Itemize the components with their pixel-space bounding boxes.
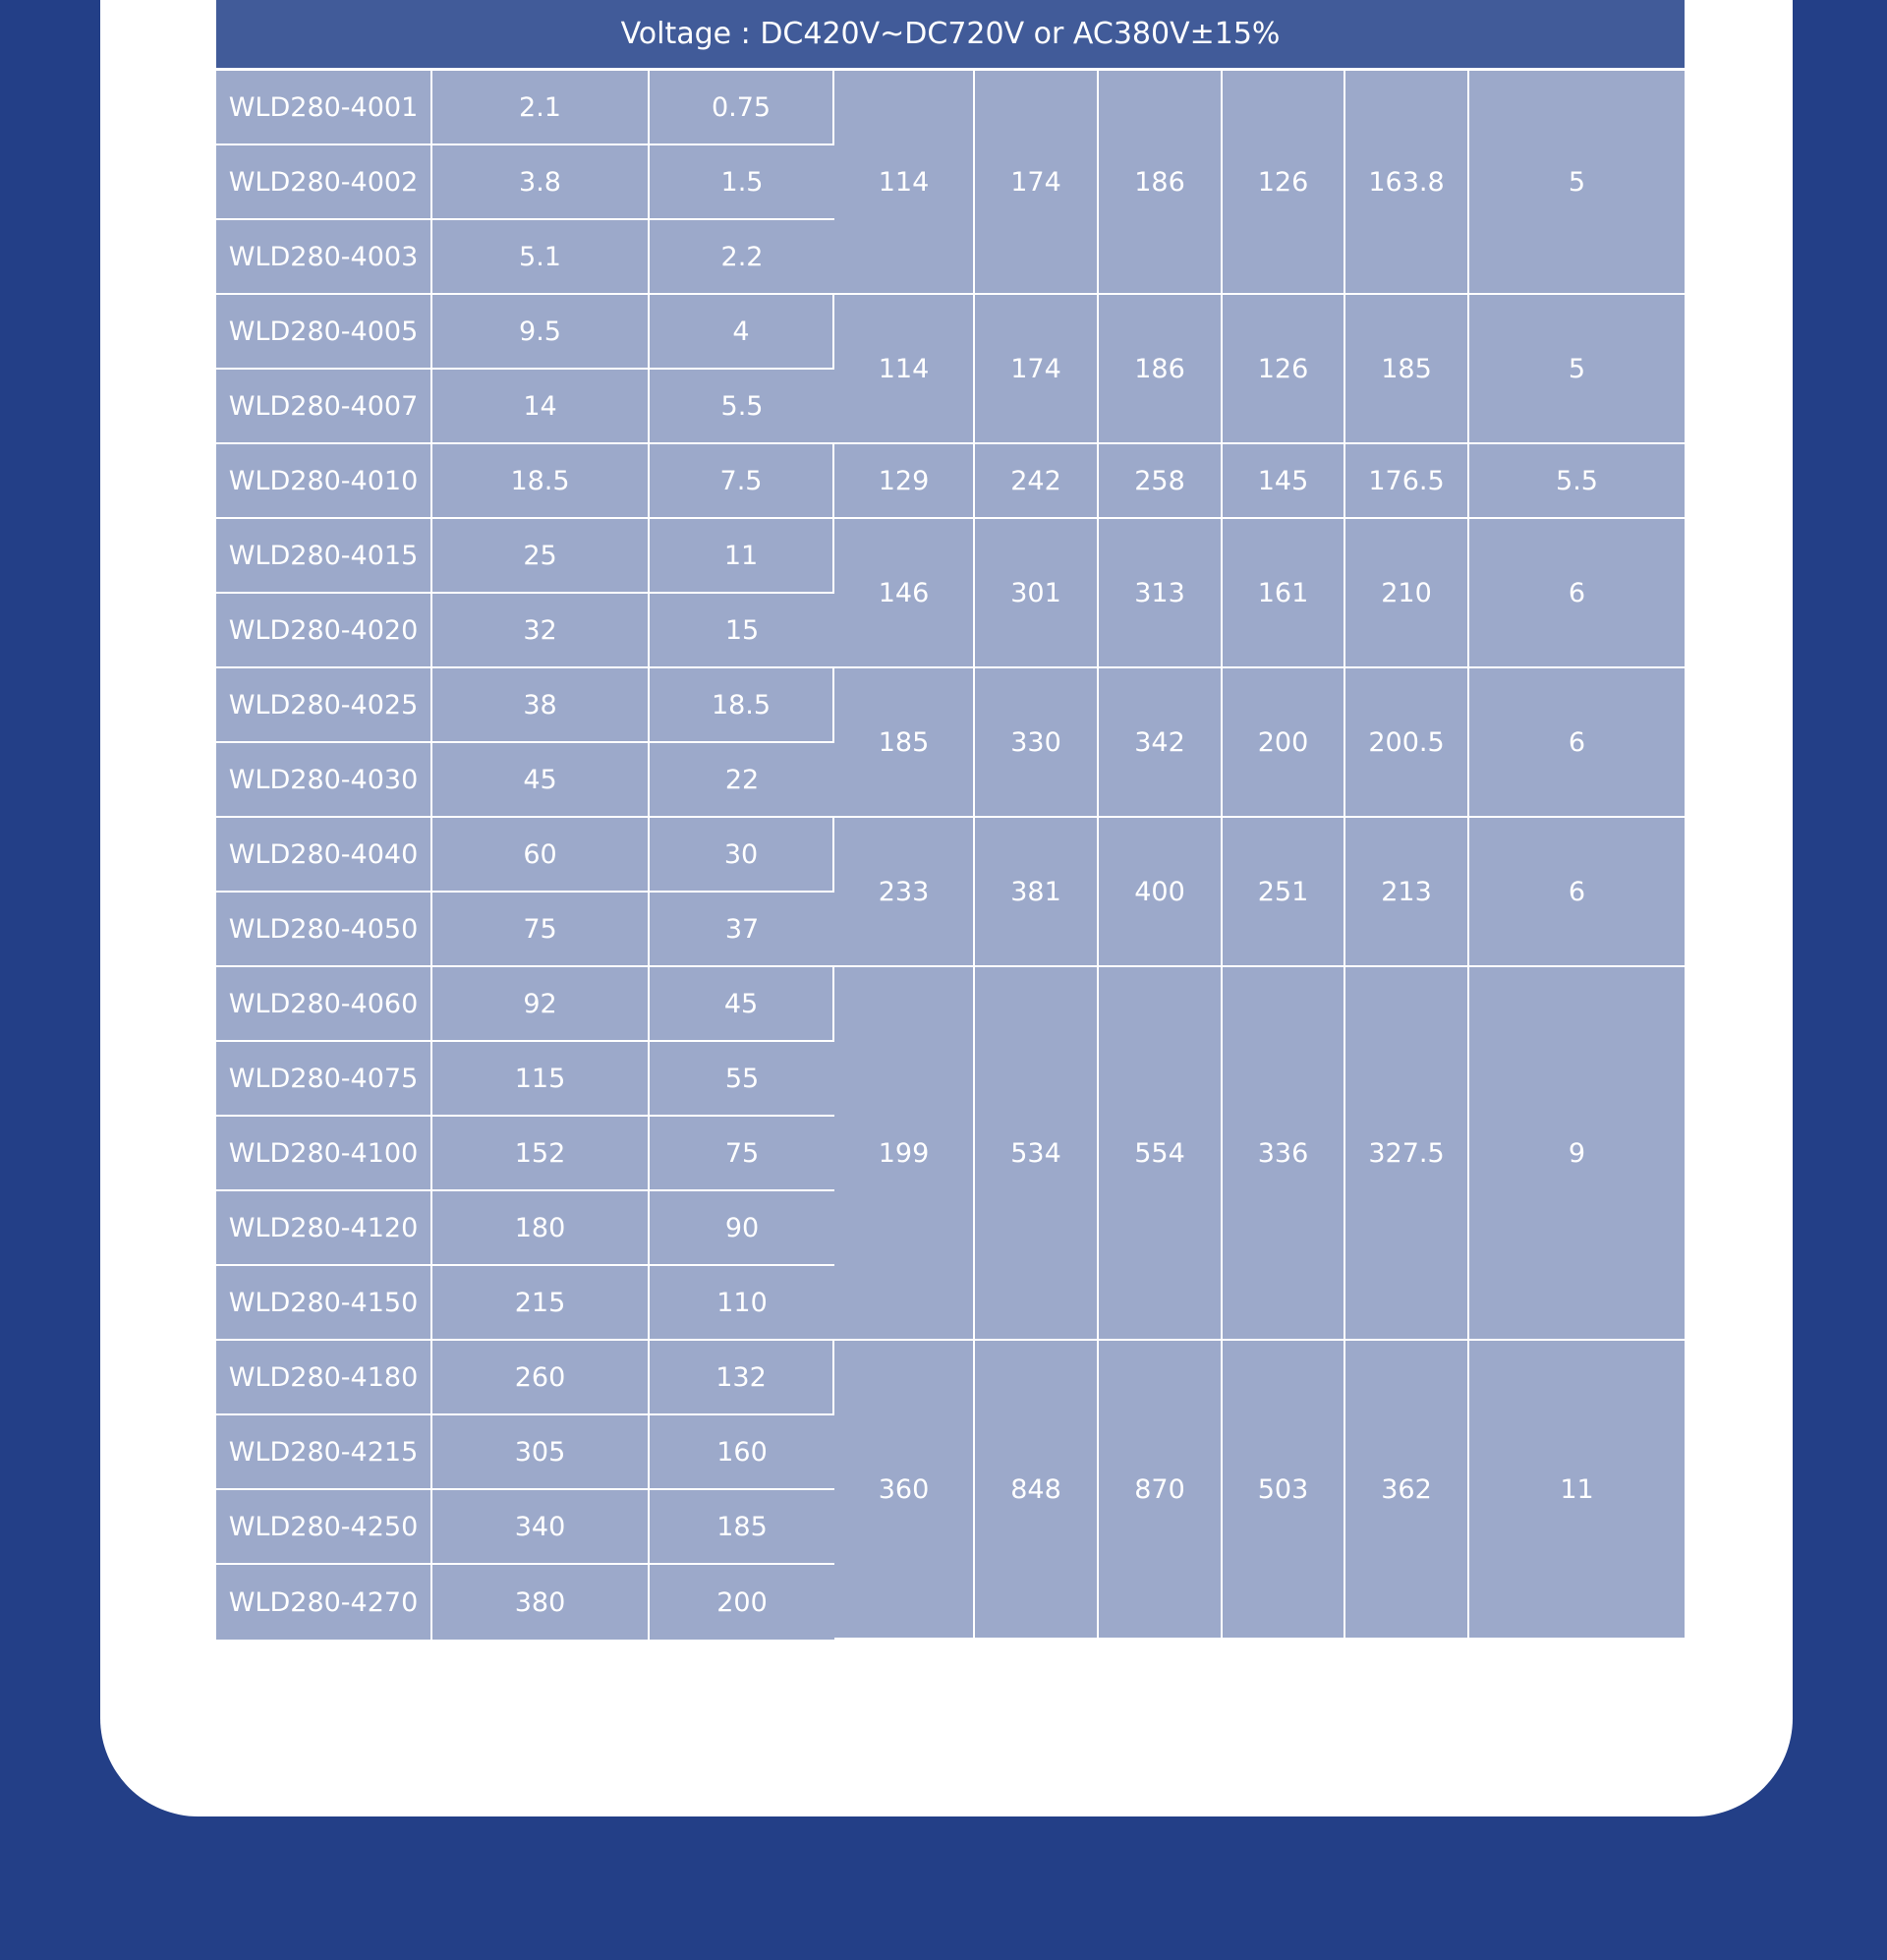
dim-b-cell: 330	[975, 668, 1099, 818]
capacity-cell: 340	[432, 1490, 650, 1565]
dim-e-cell: 210	[1345, 519, 1469, 668]
power-cell: 7.5	[650, 444, 834, 519]
dim-b-cell: 848	[975, 1341, 1099, 1640]
dim-b-cell: 242	[975, 444, 1099, 519]
power-cell: 90	[650, 1191, 834, 1266]
table-row	[216, 295, 1685, 370]
table-row	[216, 1341, 1685, 1415]
dim-a-cell: 114	[834, 295, 975, 444]
dim-c-cell: 258	[1099, 444, 1223, 519]
model-cell: WLD280-4025	[216, 668, 432, 743]
power-cell: 75	[650, 1117, 834, 1191]
dim-d-cell: 251	[1223, 818, 1345, 967]
model-cell: WLD280-4003	[216, 220, 432, 295]
table-row	[216, 71, 1685, 145]
model-cell: WLD280-4150	[216, 1266, 432, 1341]
model-cell: WLD280-4020	[216, 594, 432, 668]
power-cell: 22	[650, 743, 834, 818]
capacity-cell: 115	[432, 1042, 650, 1117]
power-cell: 5.5	[650, 370, 834, 444]
power-cell: 4	[650, 295, 834, 370]
weight-cell: 5.5	[1469, 444, 1685, 519]
power-cell: 2.2	[650, 220, 834, 295]
model-cell: WLD280-4007	[216, 370, 432, 444]
dim-b-cell: 381	[975, 818, 1099, 967]
dim-c-cell: 342	[1099, 668, 1223, 818]
model-cell: WLD280-4002	[216, 145, 432, 220]
model-cell: WLD280-4250	[216, 1490, 432, 1565]
weight-cell: 6	[1469, 668, 1685, 818]
weight-cell: 9	[1469, 967, 1685, 1341]
model-cell: WLD280-4270	[216, 1565, 432, 1640]
capacity-cell: 9.5	[432, 295, 650, 370]
power-cell: 185	[650, 1490, 834, 1565]
capacity-cell: 25	[432, 519, 650, 594]
dim-b-cell: 301	[975, 519, 1099, 668]
dim-a-cell: 185	[834, 668, 975, 818]
power-cell: 45	[650, 967, 834, 1042]
dim-e-cell: 163.8	[1345, 71, 1469, 295]
model-cell: WLD280-4120	[216, 1191, 432, 1266]
capacity-cell: 45	[432, 743, 650, 818]
table-row	[216, 818, 1685, 893]
table-row	[216, 668, 1685, 743]
model-cell: WLD280-4215	[216, 1415, 432, 1490]
weight-cell: 5	[1469, 71, 1685, 295]
model-cell: WLD280-4015	[216, 519, 432, 594]
model-cell: WLD280-4060	[216, 967, 432, 1042]
power-cell: 160	[650, 1415, 834, 1490]
model-cell: WLD280-4010	[216, 444, 432, 519]
spec-table	[216, 0, 1685, 1640]
dim-c-cell: 400	[1099, 818, 1223, 967]
power-cell: 1.5	[650, 145, 834, 220]
dim-c-cell: 186	[1099, 295, 1223, 444]
dim-b-cell: 174	[975, 295, 1099, 444]
model-cell: WLD280-4001	[216, 71, 432, 145]
model-cell: WLD280-4005	[216, 295, 432, 370]
dim-a-cell: 360	[834, 1341, 975, 1640]
dim-e-cell: 213	[1345, 818, 1469, 967]
dim-c-cell: 186	[1099, 71, 1223, 295]
power-cell: 132	[650, 1341, 834, 1415]
dim-a-cell: 146	[834, 519, 975, 668]
capacity-cell: 92	[432, 967, 650, 1042]
model-cell: WLD280-4050	[216, 893, 432, 967]
model-cell: WLD280-4040	[216, 818, 432, 893]
power-cell: 15	[650, 594, 834, 668]
dim-e-cell: 185	[1345, 295, 1469, 444]
dim-a-cell: 233	[834, 818, 975, 967]
capacity-cell: 60	[432, 818, 650, 893]
weight-cell: 11	[1469, 1341, 1685, 1640]
model-cell: WLD280-4075	[216, 1042, 432, 1117]
capacity-cell: 18.5	[432, 444, 650, 519]
model-cell: WLD280-4030	[216, 743, 432, 818]
voltage-title: Voltage : DC420V~DC720V or AC380V±15%	[216, 0, 1685, 71]
table-row	[216, 967, 1685, 1042]
dim-a-cell: 129	[834, 444, 975, 519]
power-cell: 11	[650, 519, 834, 594]
weight-cell: 5	[1469, 295, 1685, 444]
power-cell: 37	[650, 893, 834, 967]
title-row	[216, 0, 1685, 71]
spec-table-body	[216, 0, 1685, 1640]
model-cell: WLD280-4180	[216, 1341, 432, 1415]
dim-d-cell: 200	[1223, 668, 1345, 818]
dim-c-cell: 313	[1099, 519, 1223, 668]
capacity-cell: 3.8	[432, 145, 650, 220]
dim-d-cell: 336	[1223, 967, 1345, 1341]
model-cell: WLD280-4100	[216, 1117, 432, 1191]
dim-d-cell: 161	[1223, 519, 1345, 668]
dim-b-cell: 174	[975, 71, 1099, 295]
power-cell: 0.75	[650, 71, 834, 145]
capacity-cell: 32	[432, 594, 650, 668]
capacity-cell: 38	[432, 668, 650, 743]
capacity-cell: 215	[432, 1266, 650, 1341]
capacity-cell: 5.1	[432, 220, 650, 295]
dim-d-cell: 145	[1223, 444, 1345, 519]
dim-e-cell: 176.5	[1345, 444, 1469, 519]
weight-cell: 6	[1469, 519, 1685, 668]
dim-a-cell: 114	[834, 71, 975, 295]
weight-cell: 6	[1469, 818, 1685, 967]
dim-c-cell: 554	[1099, 967, 1223, 1341]
capacity-cell: 380	[432, 1565, 650, 1640]
capacity-cell: 14	[432, 370, 650, 444]
capacity-cell: 75	[432, 893, 650, 967]
capacity-cell: 152	[432, 1117, 650, 1191]
dim-d-cell: 126	[1223, 71, 1345, 295]
table-row	[216, 444, 1685, 519]
power-cell: 55	[650, 1042, 834, 1117]
dim-b-cell: 534	[975, 967, 1099, 1341]
dim-e-cell: 362	[1345, 1341, 1469, 1640]
capacity-cell: 2.1	[432, 71, 650, 145]
table-row	[216, 519, 1685, 594]
power-cell: 200	[650, 1565, 834, 1640]
dim-a-cell: 199	[834, 967, 975, 1341]
power-cell: 18.5	[650, 668, 834, 743]
dim-e-cell: 200.5	[1345, 668, 1469, 818]
power-cell: 30	[650, 818, 834, 893]
capacity-cell: 180	[432, 1191, 650, 1266]
power-cell: 110	[650, 1266, 834, 1341]
capacity-cell: 305	[432, 1415, 650, 1490]
dim-d-cell: 503	[1223, 1341, 1345, 1640]
dim-c-cell: 870	[1099, 1341, 1223, 1640]
dim-e-cell: 327.5	[1345, 967, 1469, 1341]
capacity-cell: 260	[432, 1341, 650, 1415]
dim-d-cell: 126	[1223, 295, 1345, 444]
